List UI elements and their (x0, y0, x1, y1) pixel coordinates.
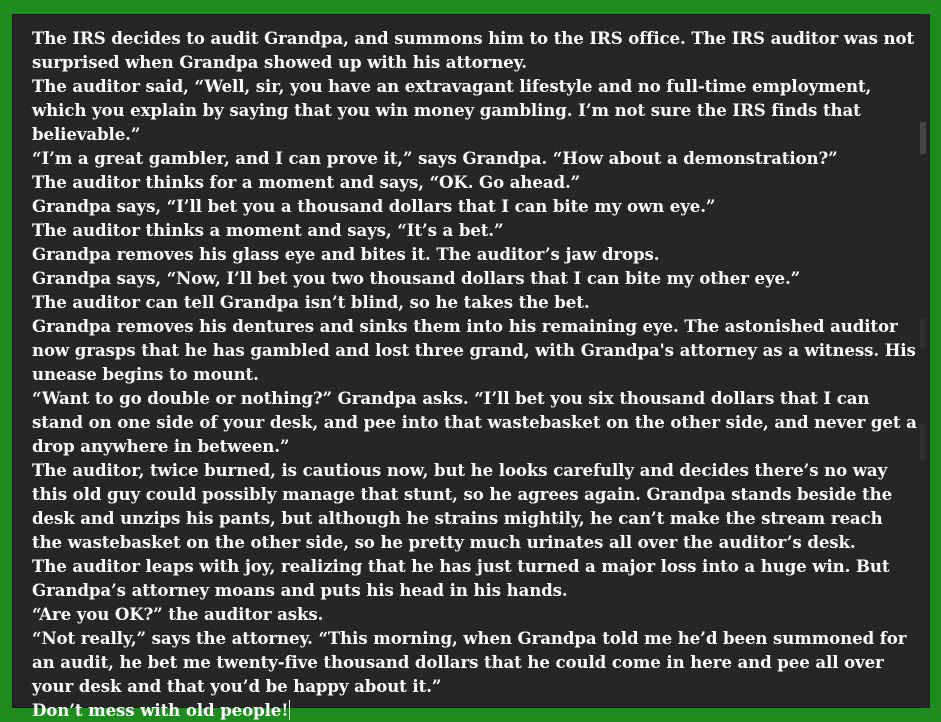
paragraph-14: “Are you OK?” the auditor asks. (32, 604, 324, 624)
paragraph-5: Grandpa says, “I’ll bet you a thousand dollars that I can bite my own eye.” (32, 196, 716, 216)
paragraph-16 (32, 698, 917, 722)
paragraph-3: “I’m a great gambler, and I can prove it,” says Grandpa. “How about a demonstration?” (32, 148, 838, 168)
paragraph-13: The auditor leaps with joy, realizing that he has just turned a major loss into a huge win. But Grandpa’s attorney moans and puts his head in his hands. (32, 556, 890, 600)
text-cursor (289, 700, 290, 720)
paragraph-12: The auditor, twice burned, is cautious now, but he looks carefully and decides there’s no way this old guy could possibly manage that stunt, so he agrees again. Grandpa stands beside the desk and unzips his pants, but although he strains mightily, he can’t make the stream reach the wastebasket on the other side, so he pretty much urinates all over the auditor’s desk. (32, 460, 893, 552)
paragraph-11: “Want to go double or nothing?” Grandpa asks. “I’ll bet you six thousand dollars that I can stand on one side of your desk, and pee into that wastebasket on the other side, and never get a drop anywhere in between.” (32, 388, 917, 456)
last-line-text: Don’t mess with old people! (32, 700, 289, 720)
paragraph-8: Grandpa says, “Now, I’ll bet you two thousand dollars that I can bite my other eye.” (32, 268, 801, 288)
paragraph-1: The IRS decides to audit Grandpa, and summons him to the IRS office. The IRS auditor was not surprised when Grandpa showed up with his attorney. (32, 28, 915, 72)
paragraph-2: The auditor said, “Well, sir, you have an extravagant lifestyle and no full-time employment, which you explain by saying that you win money gambling. I’m not sure the IRS finds that believable.” (32, 76, 872, 144)
paragraph-9: The auditor can tell Grandpa isn’t blind, so he takes the bet. (32, 292, 590, 312)
paragraph-15: “Not really,” says the attorney. “This morning, when Grandpa told me he’d been summoned for an audit, he bet me twenty-five thousand dollars that he could come in here and pee all over your desk and that you’d be happy about it.” (32, 628, 907, 696)
paragraph-10: Grandpa removes his dentures and sinks them into his remaining eye. The astonished auditor now grasps that he has gambled and lost three grand, with Grandpa's attorney as a witness. His unease begins to mount. (32, 316, 916, 384)
text-editor-window (12, 14, 930, 720)
scrollbar-marker (920, 424, 926, 460)
paragraph-6: The auditor thinks a moment and says, “It’s a bet.” (32, 220, 504, 240)
vertical-scrollbar[interactable] (920, 14, 928, 708)
scrollbar-thumb[interactable] (920, 122, 926, 154)
scrollbar-marker (920, 318, 926, 348)
text-editor-content[interactable] (32, 26, 917, 720)
paragraph-4: The auditor thinks for a moment and says, “OK. Go ahead.” (32, 172, 581, 192)
paragraph-7: Grandpa removes his glass eye and bites it. The auditor’s jaw drops. (32, 244, 660, 264)
